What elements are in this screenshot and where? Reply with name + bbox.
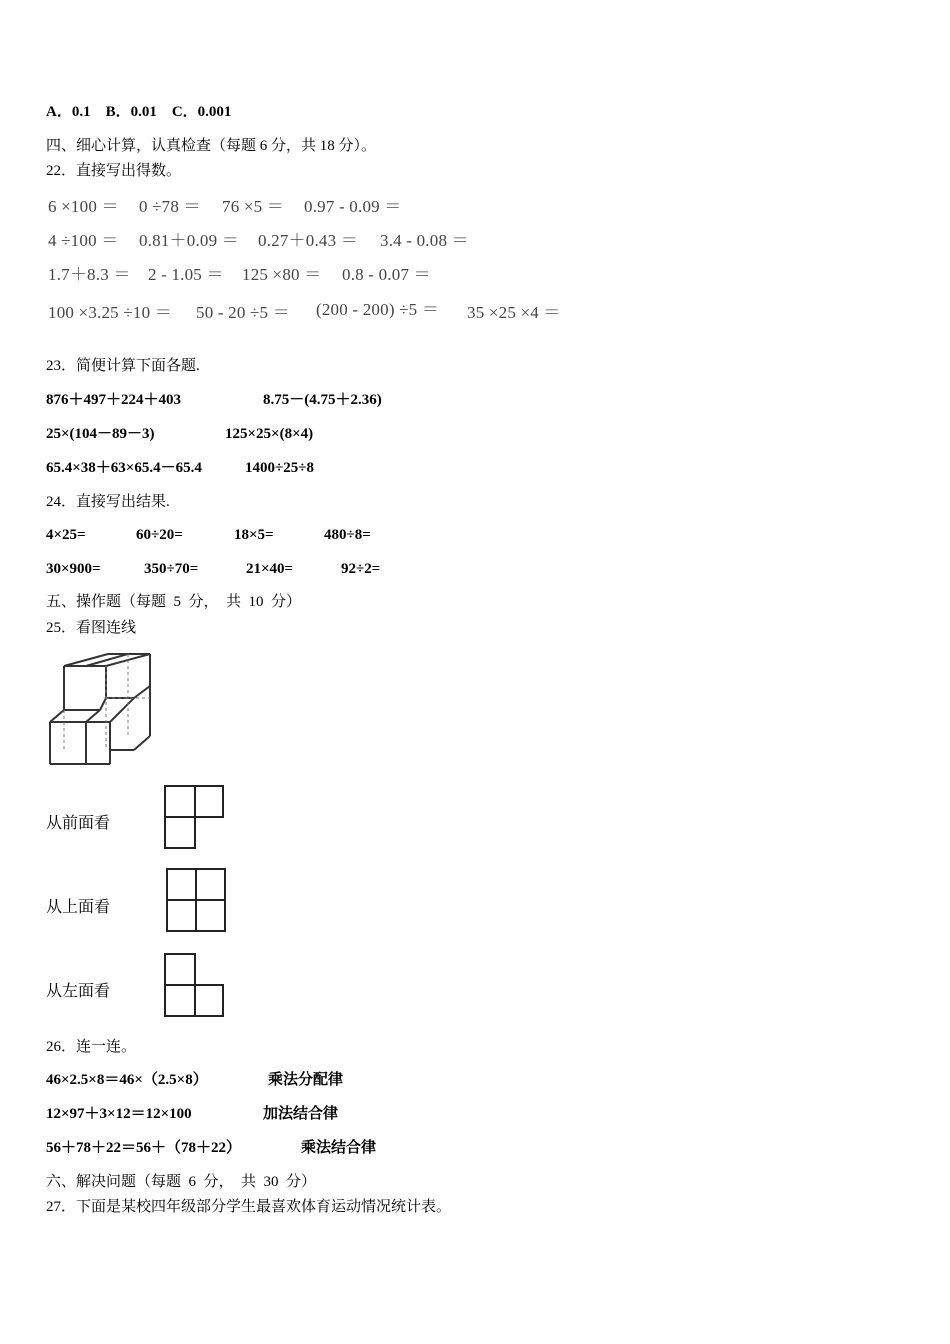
question-27-text: 27．下面是某校四年级部分学生最喜欢体育运动情况统计表。 xyxy=(46,1199,452,1215)
q23-item: 1400÷25÷8 xyxy=(245,460,314,476)
q22-item: 35 ×25 ×4 ＝ xyxy=(467,303,561,322)
cube-figure xyxy=(44,650,156,768)
q24-item: 60÷20= xyxy=(136,527,183,543)
q22-item: 0.8 - 0.07 ＝ xyxy=(342,265,431,284)
q22-item: 0 ÷78 ＝ xyxy=(139,197,201,216)
question-22-title: 22．直接写出得数。 xyxy=(46,163,182,179)
question-26-title: 26．连一连。 xyxy=(46,1039,137,1055)
q24-item: 21×40= xyxy=(246,561,294,577)
q22-item: 50 - 20 ÷5 ＝ xyxy=(196,303,290,322)
q23-item: 65.4×38＋63×65.4－65.4 xyxy=(46,460,202,476)
front-view-shape xyxy=(162,784,226,852)
q22-item: 0.97 - 0.09 ＝ xyxy=(304,197,402,216)
q26-expression: 46×2.5×8＝46×（2.5×8） xyxy=(46,1072,208,1088)
question-24-title: 24．直接写出结果. xyxy=(46,494,170,510)
section-6-heading: 六、解决问题（每题 6 分， 共 30 分） xyxy=(46,1174,317,1190)
q26-law: 乘法分配律 xyxy=(268,1072,344,1088)
left-view-shape xyxy=(162,952,226,1020)
q24-item: 30×900= xyxy=(46,561,101,577)
q24-item: 350÷70= xyxy=(144,561,199,577)
q22-item: 0.27＋0.43 ＝ xyxy=(258,231,358,250)
view-label-left: 从左面看 xyxy=(46,983,111,1000)
choices-line: A．0.1 B．0.01 C．0.001 xyxy=(46,104,232,120)
q22-item: 100 ×3.25 ÷10 ＝ xyxy=(48,303,172,322)
question-25-title: 25．看图连线 xyxy=(46,620,137,636)
q26-expression: 12×97＋3×12＝12×100 xyxy=(46,1106,192,1122)
section-4-heading: 四、细心计算，认真检查（每题 6 分，共 18 分）。 xyxy=(46,138,377,154)
q23-item: 8.75－(4.75＋2.36) xyxy=(263,392,382,408)
view-label-top: 从上面看 xyxy=(46,899,111,916)
q24-item: 92÷2= xyxy=(341,561,381,577)
view-label-front: 从前面看 xyxy=(46,815,111,832)
q22-item: 0.81＋0.09 ＝ xyxy=(139,231,239,250)
q23-item: 876＋497＋224＋403 xyxy=(46,392,182,408)
q22-item: 1.7＋8.3 ＝ xyxy=(48,265,131,284)
section-5-heading: 五、操作题（每题 5 分， 共 10 分） xyxy=(46,594,302,610)
q22-item: 2 - 1.05 ＝ xyxy=(148,265,224,284)
q22-item: 4 ÷100 ＝ xyxy=(48,231,119,250)
q22-item: 76 ×5 ＝ xyxy=(222,197,284,216)
q23-item: 25×(104－89－3) xyxy=(46,426,155,442)
q22-item: (200 - 200) ÷5 ＝ xyxy=(316,300,440,319)
q24-item: 18×5= xyxy=(234,527,274,543)
q26-expression: 56＋78＋22＝56＋（78＋22） xyxy=(46,1140,242,1156)
q24-item: 480÷8= xyxy=(324,527,371,543)
question-23-title: 23．简便计算下面各题. xyxy=(46,358,200,374)
top-view-shape xyxy=(162,866,230,936)
q22-item: 6 ×100 ＝ xyxy=(48,197,119,216)
q22-item: 3.4 - 0.08 ＝ xyxy=(380,231,469,250)
q26-law: 乘法结合律 xyxy=(301,1140,377,1156)
q26-law: 加法结合律 xyxy=(263,1106,339,1122)
q23-item: 125×25×(8×4) xyxy=(225,426,314,442)
q24-item: 4×25= xyxy=(46,527,86,543)
q22-item: 125 ×80 ＝ xyxy=(242,265,322,284)
